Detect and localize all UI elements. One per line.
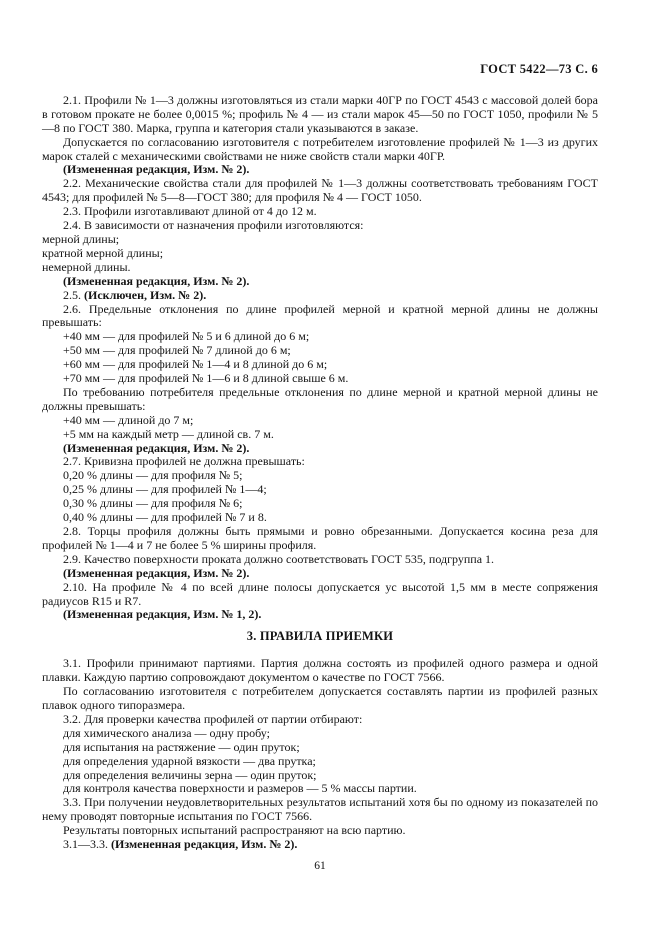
paragraph: 3.1. Профили принимают партиями. Партия должна состоять из профилей одного размера и одной плавки. Каждую партию сопровождают документом о качестве по ГОСТ 7566. — [42, 656, 598, 685]
paragraph: для химического анализа — одну пробу; — [63, 725, 270, 740]
paragraph: 0,30 % длины — для профиля № 6; — [63, 496, 243, 511]
page-number: 61 — [314, 859, 326, 872]
paragraph: По согласованию изготовителя с потребителем допускается составлять партии из профилей разных плавок одного типоразмера. — [42, 684, 598, 712]
paragraph: 2.1. Профили № 1—3 должны изготовляться из стали марки 40ГР по ГОСТ 4543 с массовой долей бора в готовом прокате не более 0,0015 %; профиль № 4 — из стали марок 45—50 по ГОСТ 1050, профили № 5—8 по ГОСТ 380. Марка, группа и категория стали указываются в заказе. — [42, 92, 598, 135]
paragraph: Результаты повторных испытаний распространяют на всю партию. — [63, 823, 406, 838]
paragraph: 0,25 % длины — для профилей № 1—4; — [63, 482, 267, 497]
paragraph: кратной мерной длины; — [42, 245, 164, 260]
paragraph: 2.10. На профиле № 4 по всей длине полосы допускается ус высотой 1,5 мм в месте сопряжения радиусов R15 и R7. — [42, 579, 598, 608]
paragraph: 2.4. В зависимости от назначения профили изготовляются: — [63, 218, 364, 233]
paragraph: для определения величины зерна — один пруток; — [63, 767, 317, 782]
paragraph: 3.2. Для проверки качества профилей от партии отбирают: — [63, 711, 363, 726]
document-body — [42, 94, 598, 852]
paragraph: 2.3. Профили изготавливают длиной от 4 до 12 м. — [63, 204, 317, 219]
paragraph: мерной длины; — [42, 231, 120, 246]
paragraph: (Измененная редакция, Изм. № 1, 2). — [63, 607, 262, 622]
paragraph: 2.9. Качество поверхности проката должно соответствовать ГОСТ 535, подгруппа 1. — [63, 551, 495, 566]
paragraph: +40 мм — для профилей № 5 и 6 длиной до 6 м; — [63, 329, 310, 344]
paragraph: По требованию потребителя предельные отклонения по длине мерной и кратной мерной длины не должны превышать: — [42, 384, 598, 413]
paragraph: (Измененная редакция, Изм. № 2). — [63, 440, 250, 455]
paragraph: 2.5. (Исключен, Изм. № 2). — [63, 287, 207, 302]
paragraph: 0,20 % длины — для профиля № 5; — [63, 468, 243, 483]
paragraph: 2.7. Кривизна профилей не должна превышать: — [63, 454, 305, 469]
paragraph: 2.2. Механические свойства стали для профилей № 1—3 должны соответствовать требованиям ГОСТ 4543; для профилей № 5—8—ГОСТ 380; для профиля № 4 — ГОСТ 1050. — [42, 176, 598, 205]
section-heading: 3. ПРАВИЛА ПРИЕМКИ — [246, 629, 394, 644]
paragraph: 3.3. При получении неудовлетворительных результатов испытаний хотя бы по одному из показателей по нему проводят повторные испытания по ГОСТ 7566. — [42, 795, 598, 824]
paragraph: немерной длины. — [42, 259, 131, 274]
paragraph: +5 мм на каждый метр — длиной св. 7 м. — [63, 426, 274, 441]
paragraph: +50 мм — для профилей № 7 длиной до 6 м; — [63, 343, 291, 358]
paragraph: для испытания на растяжение — один пруток; — [63, 739, 300, 754]
page-header: ГОСТ 5422—73 С. 6 — [480, 62, 598, 76]
paragraph: (Измененная редакция, Изм. № 2). — [63, 162, 250, 177]
paragraph: для определения ударной вязкости — два прутка; — [63, 753, 316, 768]
paragraph: 3.1—3.3. (Измененная редакция, Изм. № 2). — [63, 837, 298, 852]
paragraph: +70 мм — для профилей № 1—6 и 8 длиной свыше 6 м. — [63, 371, 349, 386]
paragraph: (Измененная редакция, Изм. № 2). — [63, 565, 250, 580]
paragraph: +40 мм — длиной до 7 м; — [63, 412, 194, 427]
paragraph: 2.6. Предельные отклонения по длине профилей мерной и кратной мерной длины не должны превышать: — [42, 301, 598, 330]
paragraph: (Измененная редакция, Изм. № 2). — [63, 273, 250, 288]
paragraph: +60 мм — для профилей № 1—4 и 8 длиной до 6 м; — [63, 357, 328, 372]
paragraph: для контроля качества поверхности и размеров — 5 % массы партии. — [63, 781, 417, 796]
paragraph: 2.8. Торцы профиля должны быть прямыми и ровно обрезанными. Допускается косина реза для профилей № 1—4 и 7 не более 5 % ширины профиля. — [42, 524, 598, 552]
paragraph: Допускается по согласованию изготовителя с потребителем изготовление профилей № 1—3 из других марок сталей с механическими свойствами не ниже свойств стали марки 40ГР. — [42, 134, 598, 163]
paragraph: 0,40 % длины — для профилей № 7 и 8. — [63, 510, 267, 525]
